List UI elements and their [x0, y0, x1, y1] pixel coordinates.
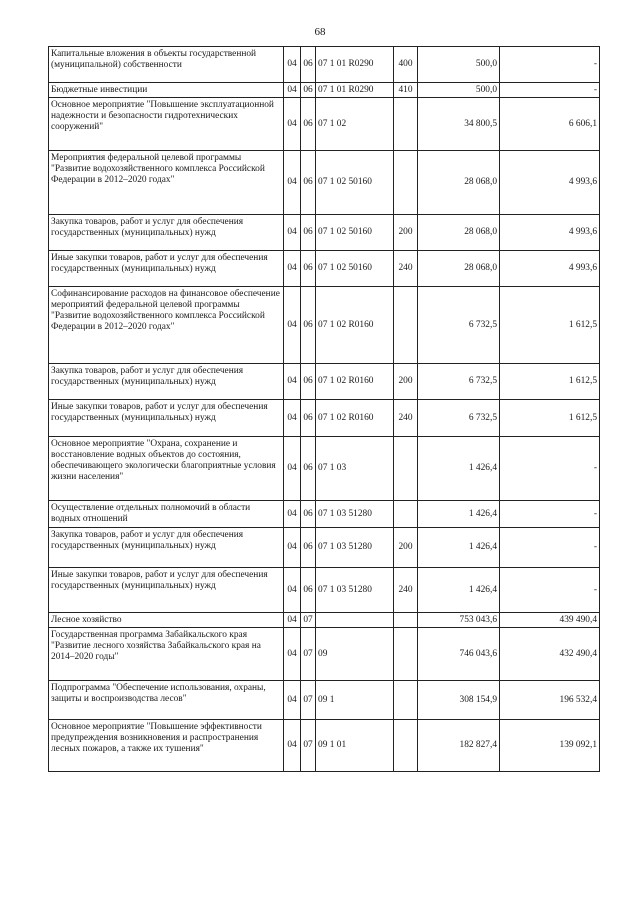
table-row	[49, 437, 600, 501]
row-expense-type: 200	[394, 528, 418, 568]
row-amount-federal: -	[500, 437, 600, 501]
row-subsection: 06	[301, 151, 316, 215]
row-subsection: 06	[301, 98, 316, 151]
row-amount-federal: 432 490,4	[500, 628, 600, 681]
row-name: Бюджетные инвестиции	[49, 83, 284, 98]
table-row	[49, 151, 600, 215]
row-expense-type	[394, 628, 418, 681]
row-amount-federal: 1 612,5	[500, 400, 600, 437]
row-target-article: 07 1 03 51280	[316, 528, 394, 568]
row-name: Капитальные вложения в объекты государственной (муниципальной) собственности	[49, 47, 284, 83]
table-row	[49, 628, 600, 681]
row-amount-total: 1 426,4	[418, 501, 500, 528]
row-subsection: 07	[301, 613, 316, 628]
row-amount-federal: 4 993,6	[500, 151, 600, 215]
row-target-article: 07 1 02 50160	[316, 215, 394, 251]
row-name: Подпрограмма "Обеспечение использования, охраны, защиты и воспроизводства лесов"	[49, 681, 284, 720]
row-subsection: 07	[301, 681, 316, 720]
row-section: 04	[284, 215, 301, 251]
row-amount-total: 28 068,0	[418, 215, 500, 251]
row-name: Основное мероприятие "Повышение эффективности предупреждения возникновения и распространения лесных пожаров, а также их тушения"	[49, 720, 284, 772]
row-target-article	[316, 613, 394, 628]
row-section: 04	[284, 364, 301, 400]
row-amount-federal: 439 490,4	[500, 613, 600, 628]
row-name: Иные закупки товаров, работ и услуг для обеспечения государственных (муниципальных) нужд	[49, 568, 284, 613]
row-amount-federal: 4 993,6	[500, 251, 600, 287]
row-subsection: 07	[301, 628, 316, 681]
row-subsection: 06	[301, 251, 316, 287]
row-name: Закупка товаров, работ и услуг для обеспечения государственных (муниципальных) нужд	[49, 528, 284, 568]
row-amount-total: 1 426,4	[418, 568, 500, 613]
row-expense-type: 400	[394, 47, 418, 83]
table-row	[49, 613, 600, 628]
row-target-article: 09	[316, 628, 394, 681]
row-target-article: 07 1 02	[316, 98, 394, 151]
row-section: 04	[284, 83, 301, 98]
table-row	[49, 98, 600, 151]
row-amount-total: 753 043,6	[418, 613, 500, 628]
row-name: Государственная программа Забайкальского края "Развитие лесного хозяйства Забайкальского края на 2014–2020 годы"	[49, 628, 284, 681]
row-section: 04	[284, 720, 301, 772]
row-name: Закупка товаров, работ и услуг для обеспечения государственных (муниципальных) нужд	[49, 364, 284, 400]
row-amount-total: 500,0	[418, 83, 500, 98]
table-row	[49, 501, 600, 528]
row-target-article: 07 1 02 R0160	[316, 364, 394, 400]
row-section: 04	[284, 501, 301, 528]
row-expense-type: 200	[394, 364, 418, 400]
row-name: Основное мероприятие "Повышение эксплуатационной надежности и безопасности гидротехнических сооружений"	[49, 98, 284, 151]
row-amount-total: 500,0	[418, 47, 500, 83]
row-amount-federal: 1 612,5	[500, 364, 600, 400]
table-row	[49, 251, 600, 287]
row-amount-total: 6 732,5	[418, 364, 500, 400]
row-section: 04	[284, 681, 301, 720]
row-section: 04	[284, 528, 301, 568]
row-amount-federal: 196 532,4	[500, 681, 600, 720]
row-section: 04	[284, 628, 301, 681]
row-amount-federal: 4 993,6	[500, 215, 600, 251]
row-amount-total: 1 426,4	[418, 528, 500, 568]
row-amount-federal: -	[500, 47, 600, 83]
row-subsection: 06	[301, 287, 316, 364]
row-section: 04	[284, 98, 301, 151]
row-expense-type	[394, 501, 418, 528]
row-target-article: 07 1 02 50160	[316, 151, 394, 215]
table-row	[49, 83, 600, 98]
row-amount-federal: 139 092,1	[500, 720, 600, 772]
page-number: 68	[314, 26, 326, 38]
row-target-article: 07 1 02 50160	[316, 251, 394, 287]
row-section: 04	[284, 613, 301, 628]
row-amount-total: 6 732,5	[418, 400, 500, 437]
row-expense-type	[394, 613, 418, 628]
row-section: 04	[284, 251, 301, 287]
row-expense-type: 410	[394, 83, 418, 98]
row-target-article: 07 1 01 R0290	[316, 83, 394, 98]
row-subsection: 06	[301, 400, 316, 437]
row-target-article: 09 1 01	[316, 720, 394, 772]
table-row	[49, 400, 600, 437]
table-row	[49, 287, 600, 364]
row-subsection: 06	[301, 47, 316, 83]
row-expense-type	[394, 151, 418, 215]
row-name: Основное мероприятие "Охрана, сохранение и восстановление водных объектов до состояния, обеспечивающего экологически благоприятные условия жизни населения"	[49, 437, 284, 501]
row-amount-total: 746 043,6	[418, 628, 500, 681]
row-amount-total: 28 068,0	[418, 251, 500, 287]
row-expense-type	[394, 287, 418, 364]
table-row	[49, 720, 600, 772]
row-name: Иные закупки товаров, работ и услуг для обеспечения государственных (муниципальных) нужд	[49, 400, 284, 437]
row-target-article: 07 1 02 R0160	[316, 287, 394, 364]
row-expense-type: 240	[394, 568, 418, 613]
row-subsection: 06	[301, 501, 316, 528]
row-target-article: 07 1 01 R0290	[316, 47, 394, 83]
budget-table	[48, 46, 600, 772]
row-subsection: 06	[301, 568, 316, 613]
row-name: Осуществление отдельных полномочий в области водных отношений	[49, 501, 284, 528]
row-amount-federal: 1 612,5	[500, 287, 600, 364]
row-amount-federal: -	[500, 83, 600, 98]
row-target-article: 09 1	[316, 681, 394, 720]
row-amount-federal: -	[500, 528, 600, 568]
row-name: Закупка товаров, работ и услуг для обеспечения государственных (муниципальных) нужд	[49, 215, 284, 251]
row-expense-type	[394, 98, 418, 151]
row-section: 04	[284, 400, 301, 437]
table-row	[49, 568, 600, 613]
row-amount-federal: -	[500, 568, 600, 613]
row-name: Мероприятия федеральной целевой программы "Развитие водохозяйственного комплекса Российской Федерации в 2012–2020 годах"	[49, 151, 284, 215]
row-amount-total: 182 827,4	[418, 720, 500, 772]
row-amount-total: 28 068,0	[418, 151, 500, 215]
row-subsection: 07	[301, 720, 316, 772]
row-expense-type: 200	[394, 215, 418, 251]
row-section: 04	[284, 437, 301, 501]
row-target-article: 07 1 03 51280	[316, 568, 394, 613]
row-subsection: 06	[301, 437, 316, 501]
table-row	[49, 681, 600, 720]
row-expense-type: 240	[394, 251, 418, 287]
table-row	[49, 47, 600, 83]
row-name: Софинансирование расходов на финансовое обеспечение мероприятий федеральной целевой программы "Развитие водохозяйственного комплекса Российской Федерации в 2012–2020 годах"	[49, 287, 284, 364]
row-subsection: 06	[301, 83, 316, 98]
table-row	[49, 215, 600, 251]
row-section: 04	[284, 287, 301, 364]
row-amount-total: 34 800,5	[418, 98, 500, 151]
row-amount-federal: -	[500, 501, 600, 528]
row-section: 04	[284, 47, 301, 83]
row-amount-total: 308 154,9	[418, 681, 500, 720]
row-amount-federal: 6 606,1	[500, 98, 600, 151]
row-target-article: 07 1 03	[316, 437, 394, 501]
row-section: 04	[284, 568, 301, 613]
row-expense-type	[394, 681, 418, 720]
table-row	[49, 364, 600, 400]
row-subsection: 06	[301, 364, 316, 400]
row-subsection: 06	[301, 528, 316, 568]
row-target-article: 07 1 03 51280	[316, 501, 394, 528]
row-subsection: 06	[301, 215, 316, 251]
table-row	[49, 528, 600, 568]
row-amount-total: 1 426,4	[418, 437, 500, 501]
row-amount-total: 6 732,5	[418, 287, 500, 364]
row-section: 04	[284, 151, 301, 215]
row-target-article: 07 1 02 R0160	[316, 400, 394, 437]
row-expense-type	[394, 437, 418, 501]
row-expense-type	[394, 720, 418, 772]
row-name: Лесное хозяйство	[49, 613, 284, 628]
row-expense-type: 240	[394, 400, 418, 437]
row-name: Иные закупки товаров, работ и услуг для обеспечения государственных (муниципальных) нужд	[49, 251, 284, 287]
